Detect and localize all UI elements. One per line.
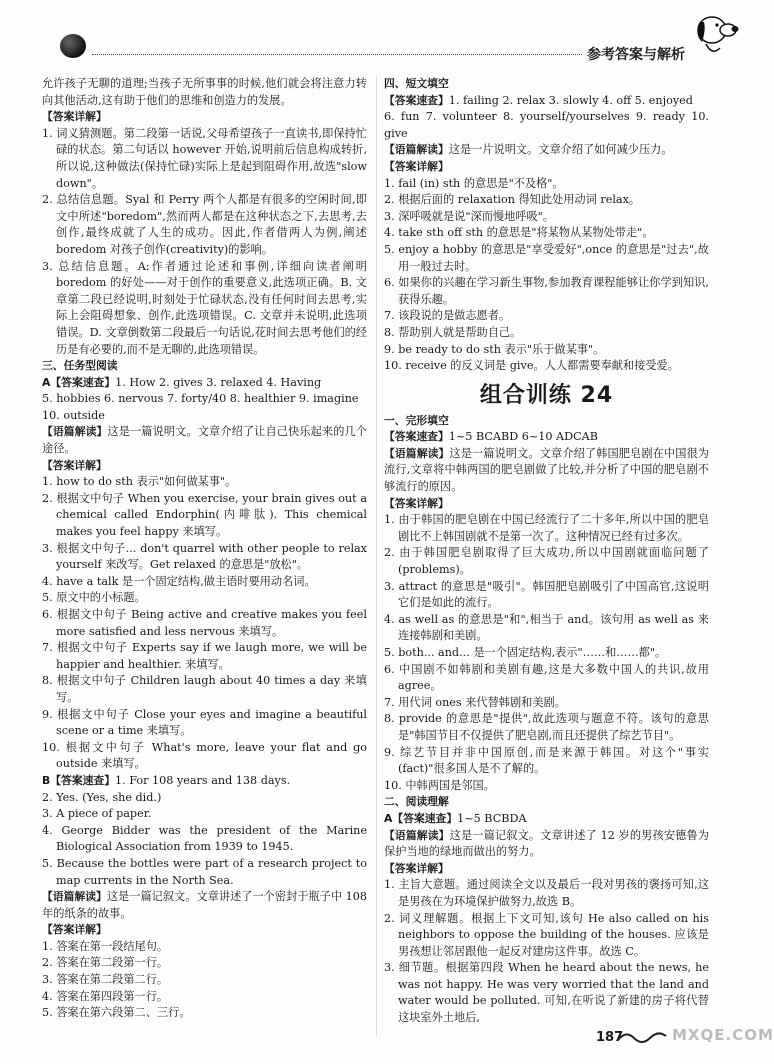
answer-line: 5. hobbies 6. nervous 7. forty/40 8. healthier 9. imagine — [42, 392, 359, 406]
column-divider — [376, 76, 377, 1036]
detail-item: 2. 词义理解题。根据上下文可知,该句 He also called on his neighbors to oppose the building of the houses. 应该是男孩想让邻居跟他一起反对建房这件事。故选 C。 — [384, 911, 709, 958]
section-title: 三、任务型阅读 — [42, 359, 118, 373]
details-label: 【答案详解】 — [42, 923, 107, 937]
detail-item: 8. provide 的意思是"提供",故此选项与题意不符。该句的意思是"韩国节目不仅提供了肥皂剧,而且还提供了综艺节目"。 — [384, 712, 709, 742]
answer-line: 2. Yes. (Yes, she did.) — [42, 790, 162, 804]
detail-item: 10. 中韩两国是邻国。 — [384, 778, 495, 792]
detail-item: 5. enjoy a hobby 的意思是"享受爱好",once 的意思是"过去",故用一般过去时。 — [384, 242, 709, 273]
detail-item: 2. 答案在第二段第一行。 — [42, 956, 169, 970]
answer-label: A【答案速查】 — [384, 811, 458, 825]
detail-item: 5. 原文中的小标题。 — [42, 591, 146, 605]
section-title: 一、完形填空 — [384, 413, 449, 427]
detail-item: 1. 答案在第一段结尾句。 — [42, 939, 169, 953]
details-label: 【答案详解】 — [42, 110, 107, 124]
detail-item: 2. 根据文中句子 When you exercise, your brain gives out a chemical called Endorphin(内啡肽). This chemical makes you feel happy 来填写。 — [42, 491, 367, 539]
details-label: 【答案详解】 — [384, 496, 449, 510]
analysis-label: 【语篇解读】 — [42, 890, 107, 904]
detail-item: 5. both... and... 是一个固定结构,表示"……和……都"。 — [384, 646, 667, 659]
detail-item: 2. 由于韩国肥皂剧取得了巨大成功,所以中国剧就面临问题了(problems)。 — [384, 546, 709, 577]
answer-line: 1. For 108 years and 138 days. — [115, 773, 291, 787]
analysis-text: 这是一篇说明文。文章介绍了让自己快乐起来的几个途径。 — [42, 425, 367, 456]
snoopy-icon — [690, 8, 740, 60]
detail-item: 10. receive 的反义词是 give。人人都需要奉献和接受爱。 — [384, 359, 679, 373]
detail-item: 2. 根据后面的 relaxation 得知此处用动词 relax。 — [384, 193, 641, 207]
detail-item: 7. 根据文中句子 Experts say if we laugh more, we will be happier and healthier. 来填写。 — [42, 641, 367, 671]
detail-item: 1. how to do sth 表示"如何做某事"。 — [42, 475, 237, 489]
page-number: 187 — [596, 1030, 624, 1045]
analysis-text: 这是一篇记叙文。文章讲述了 12 岁的男孩安德鲁为保护当地的绿地而做出的努力。 — [384, 828, 709, 859]
section-title: 四、短文填空 — [384, 77, 449, 90]
answer-line: 5. Because the bottles were part of a research project to map currents in the North Sea. — [42, 856, 367, 887]
detail-item: 6. 中国剧不如韩剧和美剧有趣,这是大多数中国人的共识,故用 agree。 — [384, 662, 709, 693]
page-header — [0, 0, 750, 62]
detail-item: 4. take sth off sth 的意思是"将某物从某物处带走"。 — [384, 226, 654, 240]
analysis-text: 这是一篇记叙文。文章讲述了一个密封于瓶子中 108 年的纸条的故事。 — [42, 890, 367, 920]
section-title: 二、阅读理解 — [384, 795, 449, 809]
analysis-label: 【语篇解读】 — [42, 425, 108, 439]
detail-item: 7. 该段说的是做志愿者。 — [384, 309, 511, 323]
watermark-logo: MXQE.COM — [672, 1026, 774, 1044]
detail-item: 6. 如果你的兴趣在学习新生事物,参加教育课程能够让你学到知识,获得乐趣。 — [384, 276, 709, 306]
details-label: 【答案详解】 — [384, 861, 449, 875]
detail-item: 7. 用代词 ones 来代替韩剧和美剧。 — [384, 695, 566, 709]
detail-item: 10. 根据文中句子 What's more, leave your flat and go outside 来填写。 — [42, 740, 367, 771]
detail-item: 3. 深呼吸就是说"深而慢地呼吸"。 — [384, 209, 554, 223]
details-label: 【答案详解】 — [384, 159, 449, 173]
analysis-label: 【语篇解读】 — [384, 143, 449, 157]
answer-line: 3. A piece of paper. — [42, 807, 152, 821]
left-column — [42, 76, 367, 1022]
intro-text: 允许孩子无聊的道理;当孩子无所事事的时候,他们就会将注意力转向其他活动,这有助于他们的思维和创造力的发展。 — [42, 77, 367, 107]
answer-label: 【答案速查】 — [384, 430, 449, 444]
answer-line: 6. fun 7. volunteer 8. yourself/yourselves 9. ready 10. give — [384, 110, 709, 140]
header-divider — [92, 54, 582, 55]
answer-line: 4. George Bidder was the president of the Marine Biological Association from 1939 to 1945. — [42, 823, 367, 854]
header-title: 参考答案与解析 — [587, 47, 685, 63]
detail-item: 4. 答案在第四段第一行。 — [42, 989, 169, 1003]
answer-label: A【答案速查】 — [42, 375, 116, 389]
wave-icon — [616, 1026, 676, 1046]
detail-item: 1. 由于韩国的肥皂剧在中国已经流行了二十多年,所以中国的肥皂剧比不上韩国剧就不是第一次了。这种情况已经有过多次。 — [384, 513, 709, 543]
answer-line: 1. failing 2. relax 3. slowly 4. off 5. enjoyed — [448, 93, 693, 107]
answer-label: B【答案速查】 — [42, 773, 116, 787]
analysis-label: 【语篇解读】 — [384, 828, 450, 842]
detail-item: 4. have a talk 是一个固定结构,做主语时要用动名词。 — [42, 574, 316, 588]
detail-item: 5. 答案在第六段第二、三行。 — [42, 1006, 191, 1020]
detail-item: 1. fail (in) sth 的意思是"不及格"。 — [384, 176, 564, 190]
analysis-label: 【语篇解读】 — [384, 446, 450, 460]
detail-item: 3. attract 的意思是"吸引"。韩国肥皂剧吸引了中国高官,这说明它们是如此的流行。 — [384, 579, 709, 610]
detail-item: 3. 根据文中句子... don't quarrel with other people to relax yourself 来改写。Get relaxed 的意思是"放松"。 — [42, 541, 367, 572]
right-column — [384, 76, 709, 1027]
detail-item: 3. 细节题。根据第四段 When he heard about the news, he was not happy. He was very worried that the land and water would be polluted. 可知,在听说了新建的房子将代替这块室外土地后, — [384, 961, 709, 1025]
detail-item: 3. 总结信息题。A:作者通过论述和事例,详细向读者阐明 boredom 的好处——对于创作的重要意义,此选项正确。B. 文章第二段已经说明,时刻处于忙碌状态,没有任何时间去思考,实际上会阻碍想象、创作,此选项错误。C. 文章并未说明,此选项错误。D. 文章倒数第二段最后一句话说,花时间去思考他们的经历是有必要的,而不是无聊的,此选项错误。 — [42, 259, 367, 356]
answer-label: 【答案速查】 — [384, 93, 449, 107]
detail-item: 3. 答案在第二段第二行。 — [42, 973, 169, 987]
answer-line: 1~5 BCABD 6~10 ADCAB — [448, 430, 598, 444]
detail-item: 6. 根据文中句子 Being active and creative makes you feel more satisfied and less nervous 来填写。 — [42, 608, 367, 638]
detail-item: 1. 词义猜测题。第二段第一话说,父母希望孩子一直读书,即保持忙碌的状态。第二句话以 however 开始,说明前后信息构成转折,所以说,这种做法(保持忙碌)实际上是起到阻碍作用,故选"slow down"。 — [42, 126, 367, 190]
analysis-text: 这是一片说明文。文章介绍了如何减少压力。 — [448, 143, 673, 157]
detail-item: 9. 综艺节目并非中国原创,而是来源于韩国。对这个"事实(fact)"很多国人是不了解的。 — [384, 745, 709, 776]
answer-line: 1~5 BCBDA — [457, 811, 527, 825]
detail-item: 9. 根据文中句子 Close your eyes and imagine a beautiful scene or a time 来填写。 — [42, 707, 367, 738]
ball-icon — [60, 34, 86, 58]
answer-line: 10. outside — [42, 408, 105, 422]
detail-item: 8. 帮助别人就是帮助自己。 — [384, 325, 522, 339]
details-label: 【答案详解】 — [42, 458, 107, 472]
answer-line: 1. How 2. gives 3. relaxed 4. Having — [115, 375, 322, 389]
detail-item: 2. 总结信息题。Syal 和 Perry 两个人都是有很多的空闲时间,即文中所述"boredom",然而两人都是在这种状态之下,去思考,去创作,最终成就了人生的成功。因此,作者借两人为例,阐述 boredom 对孩子创作(creativity)的影响。 — [42, 193, 367, 256]
analysis-text: 这是一篇说明文。文章介绍了韩国肥皂剧在中国很为流行,文章将中韩两国的肥皂剧做了比较,并分析了中国的肥皂剧不够流行的原因。 — [384, 446, 709, 494]
detail-item: 4. as well as 的意思是"和",相当于 and。该句用 as well as 来连接韩剧和美剧。 — [384, 612, 709, 643]
detail-item: 8. 根据文中句子 Children laugh about 40 times a day 来填写。 — [42, 674, 367, 704]
training-title: 组合训练 24 — [479, 382, 614, 408]
detail-item: 1. 主旨大意题。通过阅读全文以及最后一段对男孩的褒扬可知,这是男孩在为环境保护做努力,故选 B。 — [384, 878, 709, 908]
detail-item: 9. be ready to do sth 表示"乐于做某事"。 — [384, 342, 605, 356]
